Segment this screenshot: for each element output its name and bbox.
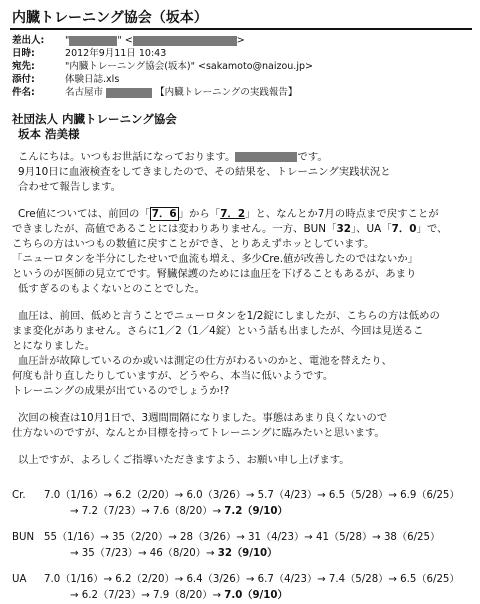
- greeting-text: こんにちは。いつもお世話になっております。: [18, 151, 236, 163]
- to-row: [12, 60, 472, 73]
- subject-label: 件名:: [12, 87, 35, 98]
- paragraph-blood-pressure: [12, 309, 474, 399]
- lab-label: Cr.: [12, 490, 26, 501]
- from-row: [12, 34, 472, 47]
- attachment-value[interactable]: 体験日誌.xls: [65, 74, 120, 85]
- subject-title: 【内臓トレーニングの実践報告】: [155, 87, 298, 98]
- text-segment: 」で、: [416, 223, 448, 235]
- recipient-block: [12, 112, 177, 142]
- subject-row: [12, 86, 472, 99]
- paragraph-next-exam: [12, 411, 474, 441]
- date-label: 日時:: [12, 48, 35, 59]
- greeting-end: です。: [297, 151, 328, 163]
- paragraph-line: 血圧は、前回、低めと言うことでニューロタンを1/2錠にしましたが、こちらの方は低めの: [18, 310, 440, 322]
- cre-line-2: [12, 223, 447, 235]
- lab-row-bun-cont: [12, 546, 474, 562]
- text-segment: 」と、なんとか7月の時点まで戻すことが: [245, 208, 439, 220]
- lab-row-ua: [12, 572, 474, 588]
- bun-value: 32: [336, 223, 351, 235]
- greeting-line: [12, 151, 328, 163]
- text-segment: できましたが、高値であることには変わりありません。一方、BUN「: [12, 223, 337, 235]
- paragraph-cre: [12, 207, 474, 297]
- from-close-quote: ": [117, 35, 122, 46]
- from-label: 差出人:: [12, 35, 45, 46]
- lab-sequence-cont: [70, 504, 288, 520]
- paragraph-greeting: [12, 150, 474, 195]
- lab-sequence-cont: [70, 546, 277, 562]
- paragraph-line: こちらの方はいつもの数値に戻すことができ、とりあえずホッとしています。: [12, 238, 375, 250]
- lab-row-bun: [12, 530, 474, 546]
- paragraph-line: 次回の検査は10月1日で、3週間間隔になりました。事態はあまり良くないので: [18, 412, 388, 424]
- to-value: "内臓トレーニング協会(坂本)" <sakamoto@naizou.jp>: [65, 61, 313, 72]
- paragraph-line: 以上ですが、よろしくご指導いただきますよう、お願い申し上げます。: [18, 454, 350, 466]
- lab-label: BUN: [12, 532, 35, 543]
- lab-latest-value: 32（9/10）: [217, 548, 278, 559]
- lab-row-ua-cont: [12, 588, 474, 604]
- paragraph-line: とになりました。: [12, 340, 96, 352]
- date-row: [12, 47, 472, 60]
- cre-line-1: [12, 208, 439, 220]
- recipient-org: 社団法人 内臓トレーニング協会: [12, 112, 177, 126]
- attachment-label: 添付:: [12, 74, 35, 85]
- paragraph-line: 低すぎるのもよくないとのことでした。: [18, 283, 206, 295]
- paragraph-closing: [12, 453, 474, 468]
- text-segment: Cre値については、前回の「: [18, 208, 150, 220]
- lab-sequence: → 7.2（7/23）→ 7.6（8/20）→: [70, 506, 225, 517]
- redacted-writer-name: [235, 152, 297, 162]
- date-value: 2012年9月11日 10:43: [65, 48, 167, 59]
- cre-current-value: 7．2: [220, 208, 246, 220]
- lab-values-list: [12, 488, 474, 604]
- lab-label: UA: [12, 574, 27, 585]
- paragraph-line: 何度も計り直したりしていますが、どうやら、本当に低いようです。: [12, 370, 334, 382]
- recipient-name: 坂本 浩美様: [18, 127, 80, 141]
- paragraph-line: トレーニングの成果が出ているのでしょうか!?: [12, 385, 230, 397]
- lab-sequence: 7.0（1/16）→ 6.2（2/20）→ 6.0（3/26）→ 5.7（4/23）→ 6.5（5/28）→ 6.9（6/25）: [44, 490, 460, 501]
- lab-row-cr: [12, 488, 474, 504]
- paragraph-line: 血圧計が故障しているのか或いは測定の仕方がわるいのかと、電池を替えたり、: [18, 355, 393, 367]
- email-header: [12, 34, 472, 99]
- paragraph-line: まま変化がありません。さらに1／2（1／4錠）という話も出ましたが、今回は見送るこ: [12, 325, 424, 337]
- cre-previous-value: 7．6: [151, 208, 177, 220]
- paragraph-line: 合わせて報告します。: [18, 181, 122, 193]
- redacted-sender-email: [133, 36, 237, 46]
- ua-value: 7．0: [391, 223, 417, 235]
- lab-row-cr-cont: [12, 504, 474, 520]
- text-segment: 」、UA「: [350, 223, 392, 235]
- from-close-angle: >: [236, 35, 245, 46]
- lab-sequence: → 6.2（7/23）→ 7.9（8/20）→: [70, 590, 225, 601]
- paragraph-line: 9月10日に血液検査をしてきましたので、その結果を、トレーニング実践状況と: [18, 166, 391, 178]
- lab-sequence: 55（1/16）→ 35（2/20）→ 28（3/26）→ 31（4/23）→ 41（5/28）→ 38（6/25）: [44, 532, 441, 543]
- lab-sequence: → 35（7/23）→ 46（8/20）→: [70, 548, 218, 559]
- redacted-sender-name: [69, 36, 117, 46]
- lab-sequence-cont: [70, 588, 288, 604]
- text-segment: 」から「: [178, 208, 221, 220]
- to-label: 宛先:: [12, 61, 35, 72]
- from-open-quote: ": [65, 35, 70, 46]
- from-value-suffix: <: [124, 35, 133, 46]
- title-divider: [10, 28, 472, 30]
- paragraph-line: というのが医師の見立てです。腎臓保護のためには血圧を下げることもあるが、あまり: [12, 268, 417, 280]
- document-title: 内臓トレーニング協会（坂本）: [12, 10, 208, 26]
- paragraph-line: 仕方ないのですが、なんとか目標を持ってトレーニングに臨みたいと思います。: [12, 427, 385, 439]
- lab-latest-value: 7.0（9/10）: [224, 590, 288, 601]
- lab-latest-value: 7.2（9/10）: [224, 506, 288, 517]
- attachment-row: [12, 73, 472, 86]
- paragraph-line: 「ニューロタンを半分にしたせいで血流も増え、多少Cre.値が改善したのではないか」: [12, 253, 419, 265]
- lab-sequence: 7.0（1/16）→ 6.2（2/20）→ 6.4（3/26）→ 6.7（4/23）→ 7.4（5/28）→ 6.5（6/25）: [44, 574, 460, 585]
- letter-body: [12, 150, 474, 477]
- subject-city: 名古屋市: [65, 87, 104, 98]
- redacted-subject-name: [106, 88, 152, 98]
